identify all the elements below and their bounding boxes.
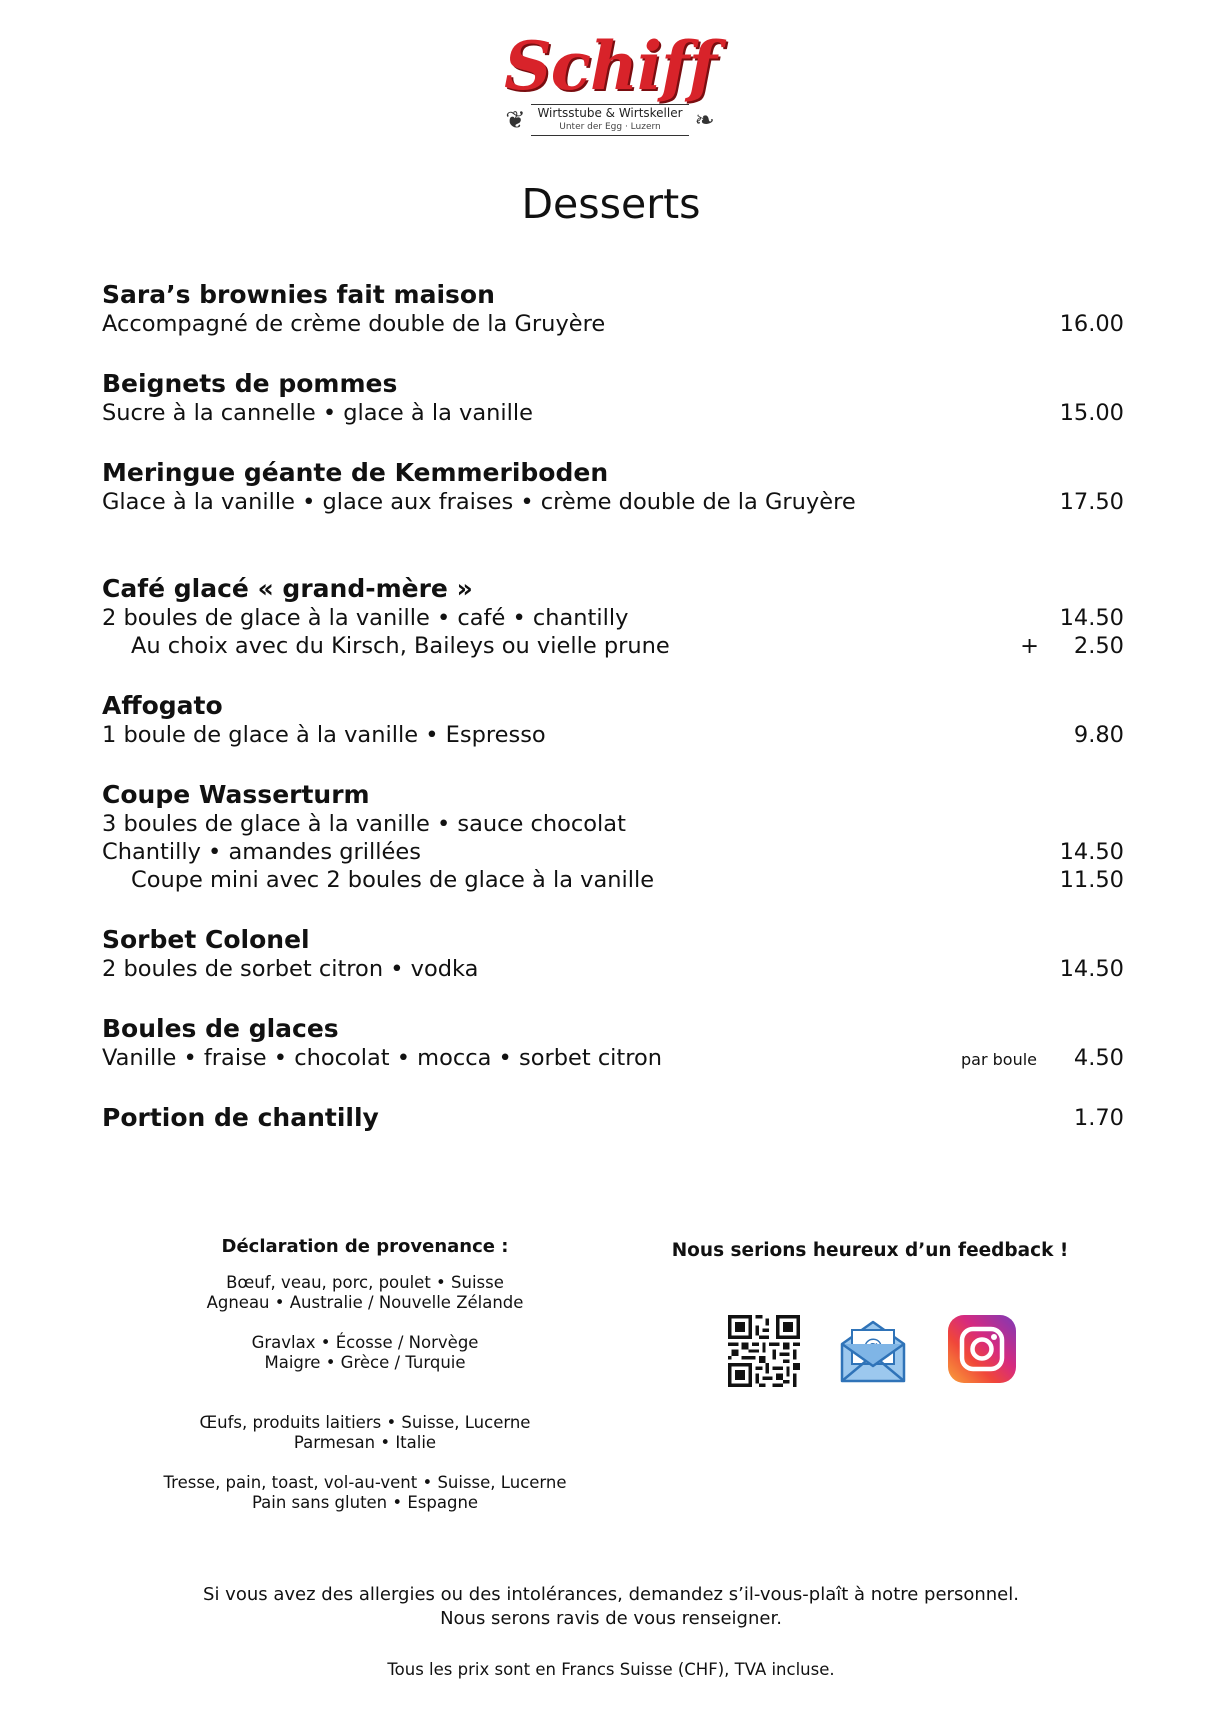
- item-price: 16.00: [1059, 311, 1124, 337]
- prices-note: Tous les prix sont en Francs Suisse (CHF), TVA incluse.: [387, 1660, 835, 1679]
- item-line: [102, 310, 1124, 338]
- logo-tagline: Wirtsstube & Wirtskeller: [537, 106, 683, 120]
- instagram-icon[interactable]: [948, 1315, 1016, 1383]
- menu-item: [102, 1014, 1124, 1072]
- item-name: Meringue géante de Kemmeriboden: [102, 458, 609, 487]
- menu-item: [102, 369, 1124, 427]
- item-description: Chantilly • amandes grillées: [102, 839, 421, 865]
- item-name: Boules de glaces: [102, 1014, 339, 1043]
- item-name: Café glacé « grand-mère »: [102, 574, 473, 603]
- item-description: Accompagné de crème double de la Gruyère: [102, 311, 606, 337]
- allergy-notice: [0, 1583, 1222, 1631]
- item-line: [102, 955, 1124, 983]
- provenance-line: Agneau • Australie / Nouvelle Zélande: [206, 1293, 524, 1312]
- menu-item: [102, 458, 1124, 516]
- item-price: 14.50: [1059, 605, 1124, 631]
- menu-item: [102, 1103, 1124, 1133]
- ornament-left-icon: ❦: [505, 106, 526, 134]
- item-description: Vanille • fraise • chocolat • mocca • sorbet citron: [102, 1045, 663, 1071]
- item-description: 3 boules de glace à la vanille • sauce chocolat: [102, 811, 626, 837]
- email-icon[interactable]: [839, 1318, 907, 1384]
- provenance-heading: Déclaration de provenance :: [221, 1236, 509, 1257]
- provenance-line: Bœuf, veau, porc, poulet • Suisse: [226, 1273, 504, 1292]
- item-description: 2 boules de sorbet citron • vodka: [102, 956, 479, 982]
- item-description: Sucre à la cannelle • glace à la vanille: [102, 400, 534, 426]
- provenance-line: Pain sans gluten • Espagne: [251, 1493, 479, 1512]
- item-name: Beignets de pommes: [102, 369, 398, 398]
- menu-item: [102, 574, 1124, 660]
- provenance-line: Œufs, produits laitiers • Suisse, Lucerne: [199, 1413, 531, 1432]
- item-line: [102, 1044, 1124, 1072]
- feedback-section: [660, 1240, 1080, 1261]
- provenance-line: Maigre • Grèce / Turquie: [264, 1353, 466, 1372]
- item-price: 15.00: [1059, 400, 1124, 426]
- ornament-right-icon: ❧: [694, 106, 715, 134]
- provenance-declaration: [140, 1236, 590, 1513]
- item-price: 9.80: [1073, 722, 1124, 748]
- item-price: 4.50: [1073, 1045, 1124, 1071]
- menu-item: [102, 691, 1124, 749]
- item-description: Coupe mini avec 2 boules de glace à la vanille: [131, 867, 655, 893]
- feedback-icons: [728, 1315, 1028, 1387]
- dessert-menu: [102, 280, 1124, 1164]
- item-price: 11.50: [1059, 867, 1124, 893]
- item-supplement-sign: +: [1020, 633, 1039, 659]
- page-title: Desserts: [521, 180, 701, 228]
- feedback-heading: Nous serions heureux d’un feedback !: [671, 1240, 1069, 1261]
- allergy-line: Si vous avez des allergies ou des intolérances, demandez s’il-vous-plaît à notre personnel.: [203, 1584, 1019, 1605]
- item-name: Affogato: [102, 691, 223, 720]
- item-line: [102, 866, 1124, 894]
- item-line: [102, 488, 1124, 516]
- item-name: Portion de chantilly: [102, 1103, 379, 1132]
- item-name: Coupe Wasserturm: [102, 780, 370, 809]
- provenance-line: Parmesan • Italie: [293, 1433, 437, 1452]
- item-line: [102, 1103, 1124, 1133]
- item-price: 14.50: [1059, 839, 1124, 865]
- provenance-line: Gravlax • Écosse / Norvège: [251, 1333, 479, 1352]
- allergy-line: Nous serons ravis de vous renseigner.: [440, 1608, 782, 1629]
- item-price: 1.70: [1073, 1105, 1124, 1131]
- item-unit-note: par boule: [961, 1050, 1037, 1069]
- item-name: Sorbet Colonel: [102, 925, 310, 954]
- item-line: [102, 604, 1124, 632]
- item-price: 2.50: [1073, 633, 1124, 659]
- qr-code-icon[interactable]: [728, 1315, 800, 1387]
- item-price: 17.50: [1059, 489, 1124, 515]
- item-line: [102, 721, 1124, 749]
- instagram-glyph: [948, 1315, 1016, 1383]
- menu-item: [102, 780, 1124, 894]
- item-line: [102, 632, 1124, 660]
- logo-location: Unter der Egg · Luzern: [559, 122, 661, 132]
- item-line: [102, 838, 1124, 866]
- item-description: Au choix avec du Kirsch, Baileys ou vielle prune: [131, 633, 670, 659]
- menu-item: [102, 280, 1124, 338]
- item-name: Sara’s brownies fait maison: [102, 280, 495, 309]
- restaurant-logo: [490, 27, 730, 140]
- menu-item: [102, 925, 1124, 983]
- provenance-line: Tresse, pain, toast, vol-au-vent • Suisse, Lucerne: [163, 1473, 567, 1492]
- item-line: [102, 399, 1124, 427]
- logo-brand: Schiff: [504, 27, 716, 105]
- item-line: [102, 810, 1124, 838]
- item-description: 2 boules de glace à la vanille • café • chantilly: [102, 605, 629, 631]
- item-description: Glace à la vanille • glace aux fraises • crème double de la Gruyère: [102, 489, 856, 515]
- item-price: 14.50: [1059, 956, 1124, 982]
- item-description: 1 boule de glace à la vanille • Espresso: [102, 722, 546, 748]
